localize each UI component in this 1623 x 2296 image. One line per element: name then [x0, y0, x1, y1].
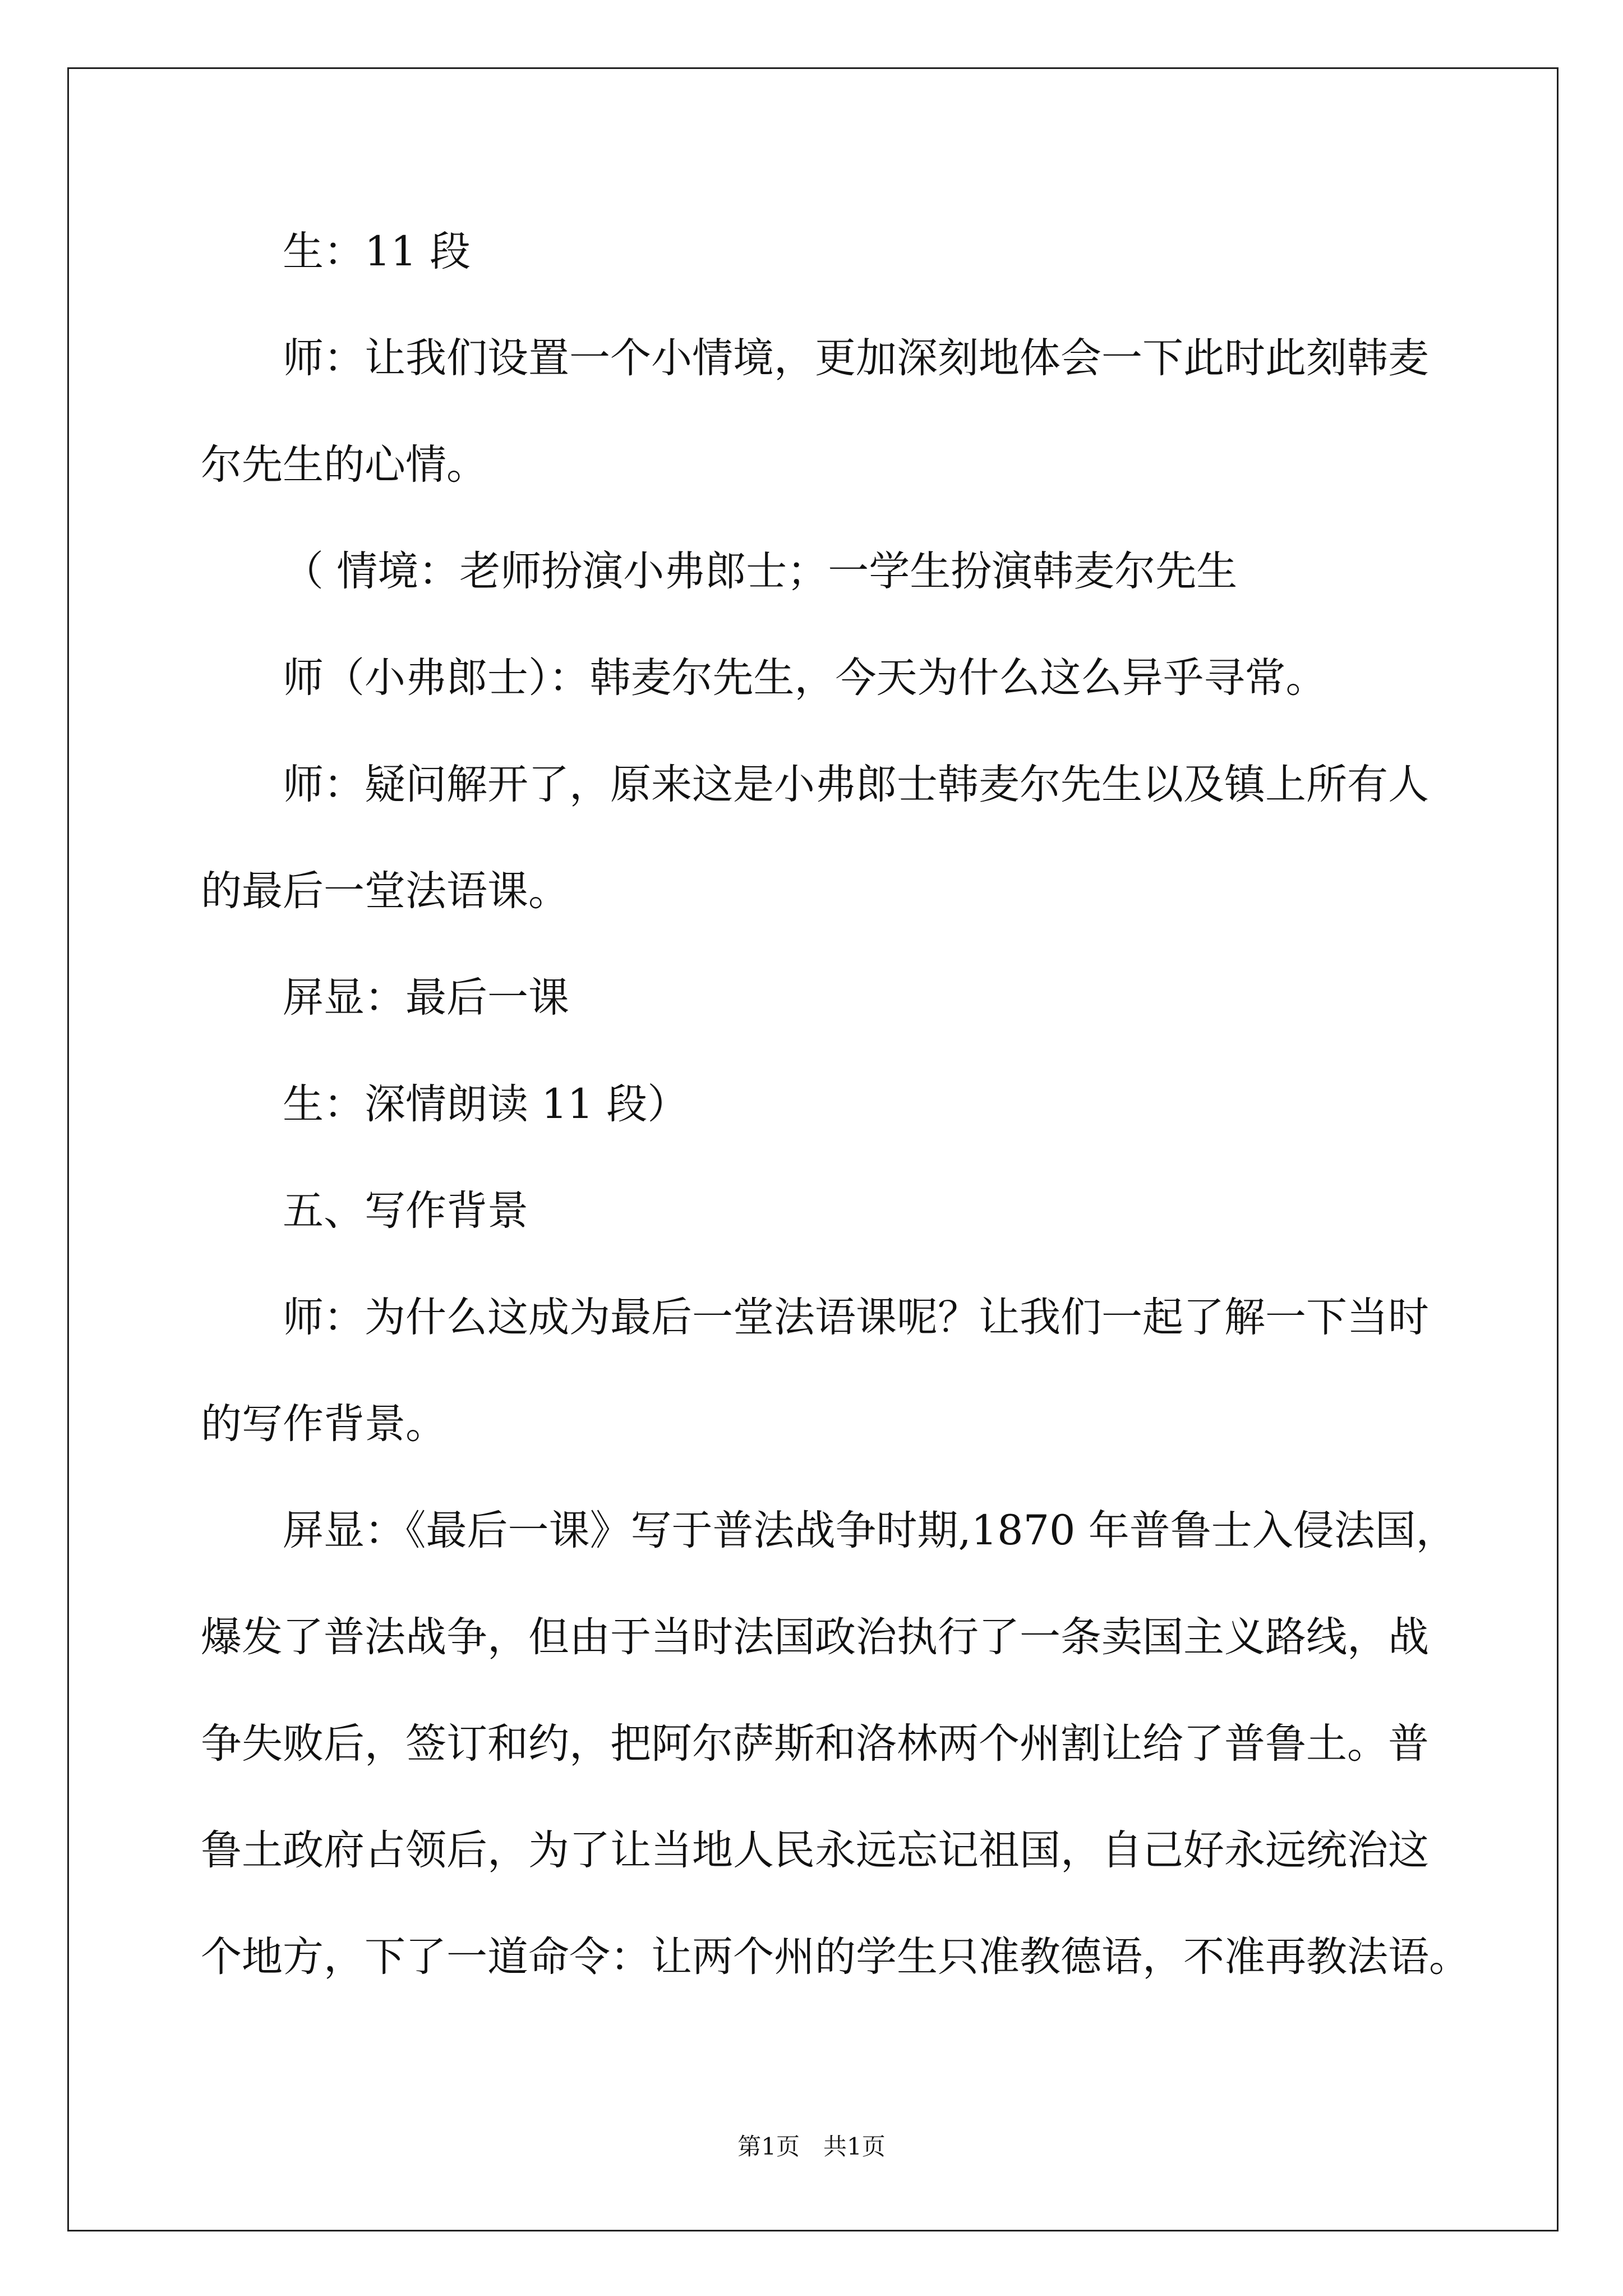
- text-line: 师：为什么这成为最后一堂法语课呢？让我们一起了解一下当时: [283, 1294, 1429, 1341]
- paragraph: [201, 945, 1536, 1051]
- page-number-footer: 第1页 共1页: [737, 2133, 886, 2160]
- text-line: 爆发了普法战争，但由于当时法国政治执行了一条卖国主义路线，战: [201, 1613, 1429, 1661]
- text-line: 争失败后，签订和约，把阿尔萨斯和洛林两个州割让给了普鲁土。普: [201, 1720, 1429, 1768]
- section-heading: [201, 1158, 1536, 1264]
- text-line: 屏显：最后一课: [283, 974, 569, 1022]
- paragraph: [201, 199, 1536, 305]
- text-line: 的写作背景。: [201, 1400, 446, 1448]
- text-line: （ 情境：老师扮演小弗郎士；一学生扮演韩麦尔先生: [283, 547, 1238, 595]
- paragraph: [201, 1264, 1536, 1478]
- text-line: 师：让我们设置一个小情境，更加深刻地体会一下此时此刻韩麦: [283, 334, 1429, 382]
- text-line: 五、写作背景: [283, 1187, 528, 1235]
- paragraph: [201, 625, 1536, 731]
- paragraph: [201, 1051, 1536, 1158]
- text-line: 屏显：《最后一课》写于普法战争时期,1870 年普鲁士入侵法国，: [283, 1507, 1457, 1554]
- text-line: 个地方，下了一道命令：让两个州的学生只准教德语，不准再教法语。: [201, 1933, 1470, 1981]
- text-line: 师：疑问解开了，原来这是小弗郎士韩麦尔先生以及镇上所有人: [283, 761, 1429, 808]
- text-line: 的最后一堂法语课。: [201, 867, 569, 915]
- paragraph: [201, 305, 1536, 518]
- text-line: 生：11 段: [283, 228, 471, 275]
- text-line: 尔先生的心情。: [201, 441, 487, 489]
- text-line: 生：深情朗读 11 段）: [283, 1080, 689, 1128]
- paragraph: [201, 731, 1536, 945]
- document-body: [201, 199, 1536, 2010]
- paragraph: [201, 1478, 1536, 2010]
- paragraph: [201, 518, 1536, 625]
- text-line: 师（小弗郎士）：韩麦尔先生，今天为什么这么异乎寻常。: [283, 654, 1327, 702]
- text-line: 鲁土政府占领后，为了让当地人民永远忘记祖国，自己好永远统治这: [201, 1826, 1429, 1874]
